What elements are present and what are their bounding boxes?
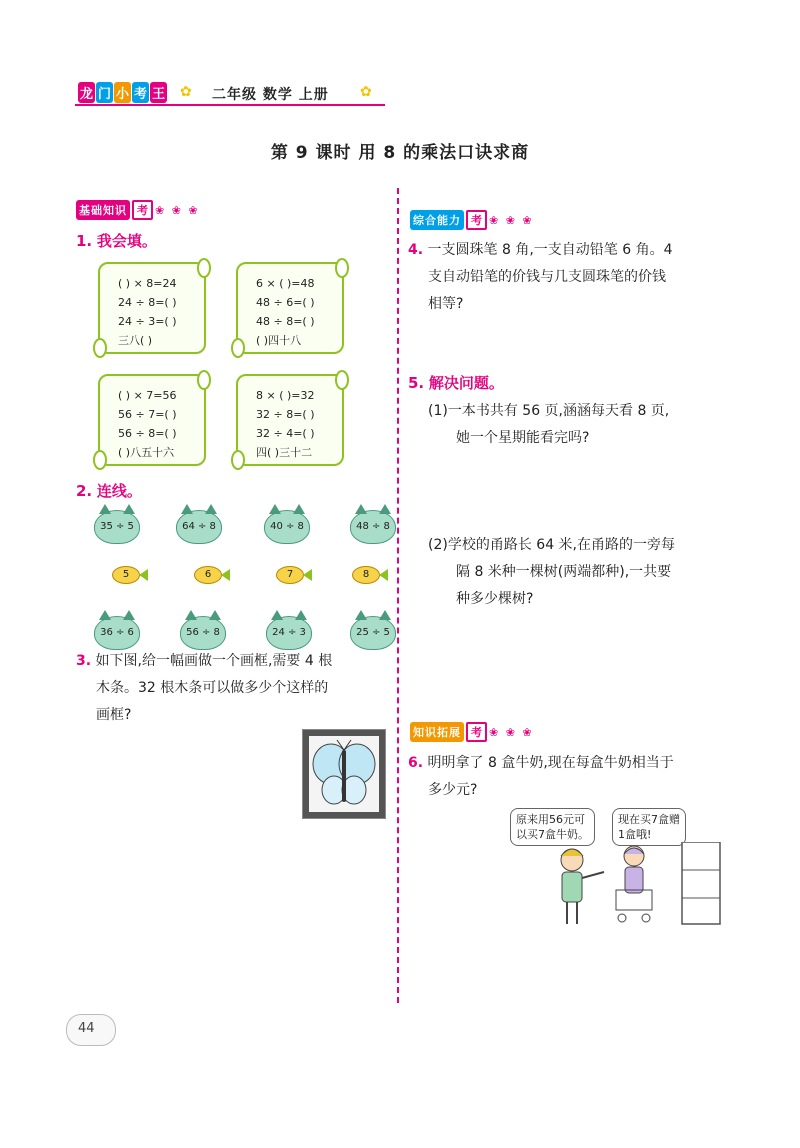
q6-line [408,750,728,777]
bubble-line: 原来用56元可 [516,813,585,826]
header-rule [75,104,385,106]
fill-line[interactable]: 8 × ( )=32 [256,389,315,402]
q3-line [76,648,391,675]
fill-line[interactable]: 48 ÷ 6=( ) [256,296,315,309]
q5-title [408,372,504,393]
picture-frame [303,730,385,818]
question-number: 6. [408,755,424,771]
q5-sub1-line: 她一个星期能看完吗? [456,430,590,446]
fill-scroll-3 [98,374,206,466]
brand-char: 考 [132,82,149,103]
speech-bubble-left [510,808,595,846]
speech-bubble-right [612,808,686,846]
fish-answer[interactable]: 8 [352,566,380,584]
fill-line[interactable]: ( )八五十六 [118,446,175,459]
q6-block [408,750,728,804]
fill-line[interactable]: 32 ÷ 8=( ) [256,408,315,421]
q5-sub2-line: (2)学校的甬路长 64 米,在甬路的一旁每 [428,537,675,553]
butterfly-icon: ✿ [180,84,192,100]
cat-expression[interactable]: 36 ÷ 6 [94,616,140,650]
section-extension-badge [410,722,534,742]
butterfly-icon: ✿ [360,84,372,100]
fish-answer[interactable]: 7 [276,566,304,584]
cat-expression[interactable]: 48 ÷ 8 [350,510,396,544]
q4-line [408,237,728,264]
question-title: 连线。 [96,482,142,500]
q3-line: 木条。32 根木条可以做多少个这样的 [96,680,329,696]
question-number: 5. [408,374,425,392]
brand-char: 门 [96,82,113,103]
fill-line[interactable]: 56 ÷ 8=( ) [118,427,177,440]
lesson-title: 第 9 课时 用 8 的乘法口诀求商 [270,143,530,163]
section-label: 基础知识 [76,200,130,220]
kao-badge: 考 [466,722,487,742]
question-title: 我会填。 [96,232,157,250]
fill-line[interactable]: 24 ÷ 8=( ) [118,296,177,309]
fill-line[interactable]: 56 ÷ 7=( ) [118,408,177,421]
butterfly-decoration-icon: ❀ ❀ ❀ [155,203,200,217]
q4-line: 支自动铅笔的价钱与几支圆珠笔的价钱 [428,269,666,285]
q5-sub2-line: 种多少棵树? [456,591,534,607]
q6-text: 明明拿了 8 盒牛奶,现在每盒牛奶相当于 [427,755,674,771]
butterfly-decoration-icon: ❀ ❀ ❀ [489,213,534,227]
cat-expression[interactable]: 64 ÷ 8 [176,510,222,544]
q3-block [76,648,391,729]
question-number: 2. [76,482,93,500]
fill-line[interactable]: 6 × ( )=48 [256,277,315,290]
section-comprehensive-badge [410,210,534,230]
fill-scroll-2 [236,262,344,354]
cat-expression[interactable]: 25 ÷ 5 [350,616,396,650]
question-number: 4. [408,242,424,258]
brand-char: 小 [114,82,131,103]
question-number: 3. [76,653,92,669]
question-number: 1. [76,232,93,250]
q4-block [408,237,728,318]
kao-badge: 考 [132,200,153,220]
fill-line[interactable]: 24 ÷ 3=( ) [118,315,177,328]
fish-answer[interactable]: 6 [194,566,222,584]
fill-line[interactable]: 三八( ) [118,334,153,347]
q5-sub2 [428,532,738,613]
q5-sub2-line: 隔 8 米种一棵树(两端都种),一共要 [456,564,672,580]
section-label: 综合能力 [410,210,464,230]
page-number: 44 [78,1021,95,1036]
brand-logo [78,82,167,103]
bubble-line: 以买7盒牛奶。 [516,828,589,841]
q4-text: 一支圆珠笔 8 角,一支自动铅笔 6 角。4 [427,242,673,258]
section-basic-badge [76,200,200,220]
q5-sub1 [428,398,738,452]
fill-line[interactable]: 32 ÷ 4=( ) [256,427,315,440]
bubble-line: 现在买7盒赠 [618,813,680,826]
fill-line[interactable]: 四( )三十二 [256,446,313,459]
butterfly-icon [309,736,379,812]
cat-expression[interactable]: 56 ÷ 8 [180,616,226,650]
column-divider [397,188,399,1003]
q6-line: 多少元? [428,782,478,798]
fill-scroll-1 [98,262,206,354]
brand-char: 王 [150,82,167,103]
butterfly-decoration-icon: ❀ ❀ ❀ [489,725,534,739]
q2-title [76,480,142,501]
fill-line[interactable]: ( )四十八 [256,334,302,347]
fish-answer[interactable]: 5 [112,566,140,584]
grade-subject: 二年级 数学 上册 [212,87,329,103]
cat-expression[interactable]: 35 ÷ 5 [94,510,140,544]
fill-line[interactable]: ( ) × 7=56 [118,389,177,402]
fill-scroll-4 [236,374,344,466]
cat-expression[interactable]: 24 ÷ 3 [266,616,312,650]
fill-line[interactable]: ( ) × 8=24 [118,277,177,290]
fill-line[interactable]: 48 ÷ 8=( ) [256,315,315,328]
shopping-scene-illustration [512,842,722,926]
section-label: 知识拓展 [410,722,464,742]
question-title: 解决问题。 [428,374,504,392]
q3-line: 画框? [96,707,132,723]
q1-title [76,230,157,251]
kao-badge: 考 [466,210,487,230]
bubble-line: 1盒哦! [618,828,652,841]
q3-text: 如下图,给一幅画做一个画框,需要 4 根 [95,653,333,669]
cat-expression[interactable]: 40 ÷ 8 [264,510,310,544]
brand-char: 龙 [78,82,95,103]
q5-sub1-line: (1)一本书共有 56 页,涵涵每天看 8 页, [428,403,670,419]
q4-line: 相等? [428,296,464,312]
